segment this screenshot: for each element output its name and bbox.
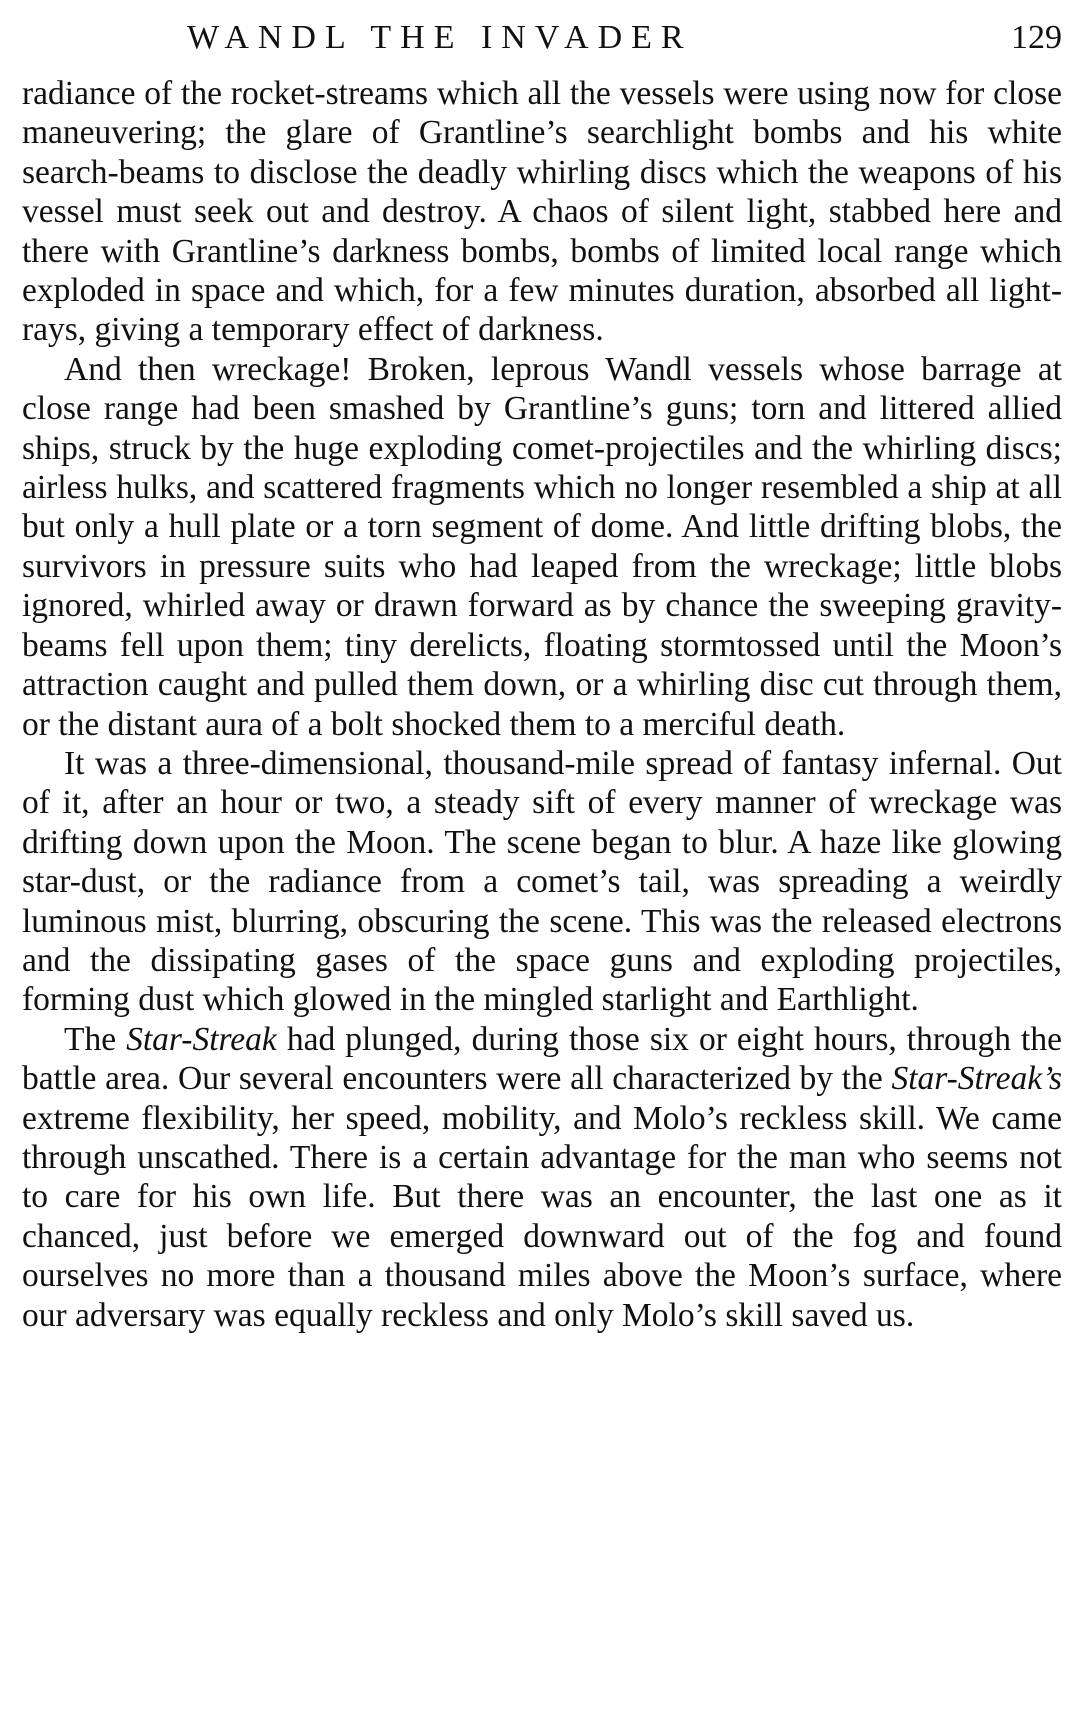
ship-name-possessive-italic: Star-Streak’s [891, 1060, 1062, 1098]
paragraph-2-text: And then wreckage! Broken, leprous Wandl vessels whose barrage at close range had been smashed by Grantline’s guns; torn and littered allied ships, struck by the huge exploding comet-projectiles and the whirling discs; airless hulks, and scattered fragments which no longer resembled a ship at all but only a hull plate or a torn segment of dome. And little drifting blobs, the survivors in pressure suits who had leaped from the wreckage; little blobs ignored, whirled away or drawn forward as by chance the sweeping gravity-beams fell upon them; tiny derelicts, floating stormtossed until the Moon’s attraction caught and pulled them down, or a whirling disc cut through them, or the distant aura of a bolt shocked them to a merciful death. [22, 350, 1062, 743]
running-head [22, 14, 1062, 62]
page-number: 129 [1011, 19, 1062, 56]
paragraph-1-text: radiance of the rocket-streams which all the vessels were using now for close maneuvering; the glare of Grantline’s searchlight bombs and his white search-beams to disclose the deadly whirling discs which the weapons of his vessel must seek out and destroy. A chaos of silent light, stabbed here and there with Grantline’s darkness bombs, bombs of limited local range which exploded in space and which, for a few minutes duration, absorbed all light-rays, giving a temporary effect of darkness. [22, 75, 1062, 349]
paragraph-3-text: It was a three-dimensional, thousand-mile spread of fantasy infernal. Out of it, after an hour or two, a steady sift of every manner of wreckage was drifting down upon the Moon. The scene began to blur. A haze like glowing star-dust, or the radiance from a comet’s tail, was spreading a weirdly luminous mist, blurring, obscuring the scene. This was the released electrons and the dissipating gases of the space guns and exploding projectiles, forming dust which glowed in the mingled starlight and Earthlight. [22, 744, 1062, 1019]
paragraph-4 [22, 1020, 1062, 1335]
paragraph-1 [22, 74, 1062, 350]
ship-name-italic: Star-Streak [126, 1020, 277, 1058]
running-title: WANDL THE INVADER [187, 19, 693, 56]
paragraph-4-text-2: had plunged, during those six or eight hours, through the battle area. Our several encounters were all characterized by the [22, 1020, 1062, 1098]
body-text [22, 74, 1062, 1335]
paragraph-4-text-3: extreme flexibility, her speed, mobility, and Molo’s reckless skill. We came through unscathed. There is a certain advantage for the man who seems not to care for his own life. But there was an encounter, the last one as it chanced, just before we emerged downward out of the fog and found ourselves no more than a thousand miles above the Moon’s surface, where our adversary was equally reckless and only Molo’s skill saved us. [22, 1099, 1062, 1334]
paragraph-4-text-1: The [64, 1020, 127, 1058]
paragraph-3 [22, 744, 1062, 1020]
paragraph-2 [22, 350, 1062, 744]
